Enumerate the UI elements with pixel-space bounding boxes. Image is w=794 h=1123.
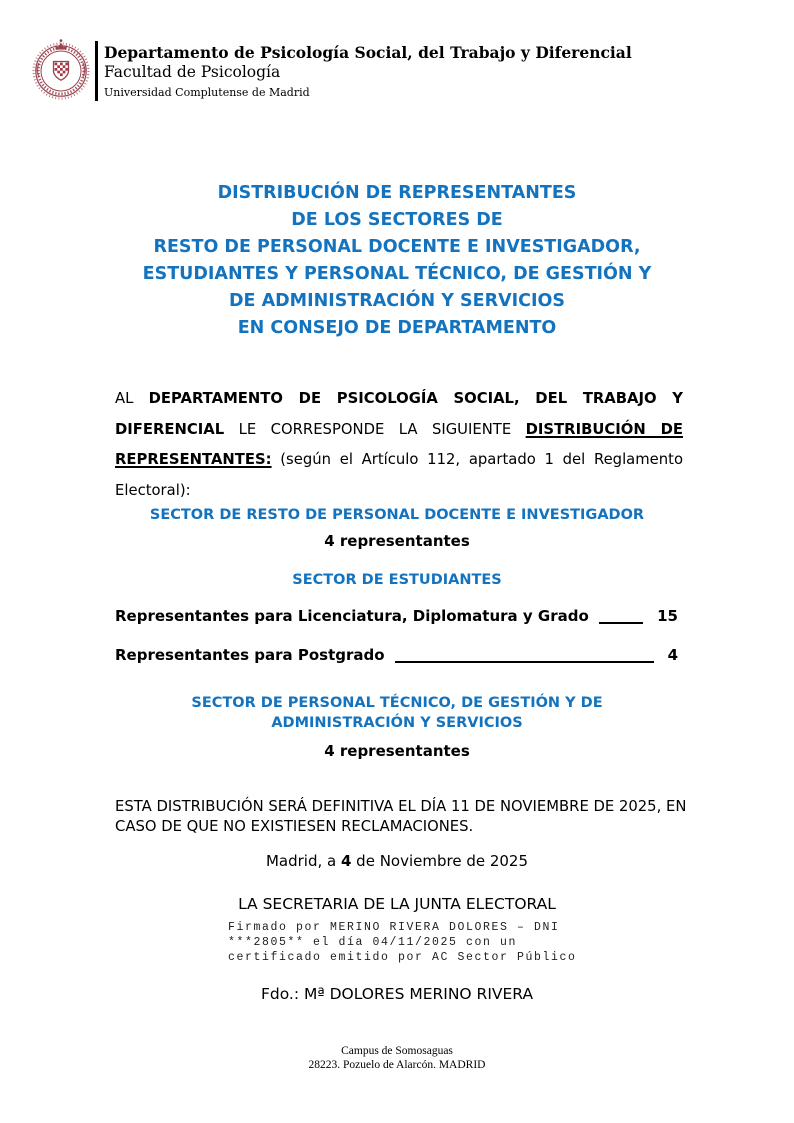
date-suffix: de Noviembre de 2025 [351, 852, 529, 870]
footer-address: 28223. Pozuelo de Alarcón. MADRID [308, 1059, 486, 1071]
digital-signature-stamp [228, 920, 577, 966]
row-value-postgrado: 4 [667, 646, 678, 664]
intro-middle-text: LE CORRESPONDE LA SIGUIENTE [224, 420, 526, 438]
intro-legal-reference: (según el Artículo 112, apartado 1 del Reglamento Electoral): [115, 451, 683, 499]
title-line-2: DE LOS SECTORES DE [291, 210, 503, 230]
title-line-1: DISTRIBUCIÓN DE REPRESENTANTES [217, 183, 577, 203]
stamp-line-2: ***2805** el día 04/11/2025 con un [228, 936, 518, 950]
final-note-line-1: ESTA DISTRIBUCIÓN SERÁ DEFINITIVA EL DÍA 11 DE NOVIEMBRE DE 2025, EN [115, 798, 687, 815]
date-prefix: Madrid, a [265, 852, 341, 870]
stamp-line-3: certificado emitido por AC Sector Público [228, 951, 577, 965]
fill-line [599, 622, 643, 624]
signed-by: Fdo.: Mª DOLORES MERINO RIVERA [260, 985, 534, 1003]
row-label-postgrado: Representantes para Postgrado [115, 646, 385, 664]
representatives-row-postgrado [115, 646, 678, 665]
fill-line [395, 661, 654, 663]
page-footer [0, 1044, 794, 1072]
sector-heading-students: SECTOR DE ESTUDIANTES [292, 572, 502, 588]
final-note-line-2: CASO DE QUE NO EXISTIESEN RECLAMACIONES. [115, 818, 474, 835]
representatives-row-grado [115, 607, 678, 626]
sector-heading-pas [0, 693, 794, 733]
title-line-5: DE ADMINISTRACIÓN Y SERVICIOS [229, 291, 565, 311]
row-value-grado: 15 [657, 607, 678, 625]
footer-campus: Campus de Somosaguas [341, 1045, 453, 1057]
place-and-date [0, 852, 794, 870]
letterhead-faculty: Facultad de Psicología [104, 63, 281, 81]
sector-heading-pdi: SECTOR DE RESTO DE PERSONAL DOCENTE E INVESTIGADOR [149, 507, 645, 523]
title-line-4: ESTUDIANTES Y PERSONAL TÉCNICO, DE GESTIÓN Y [142, 264, 652, 284]
ucm-seal-icon [29, 37, 93, 101]
title-line-6: EN CONSEJO DE DEPARTAMENTO [237, 318, 557, 338]
row-label-grado: Representantes para Licenciatura, Diplomatura y Grado [115, 607, 589, 625]
title-line-3: RESTO DE PERSONAL DOCENTE E INVESTIGADOR, [153, 237, 641, 257]
letterhead-divider [95, 41, 98, 101]
final-note [115, 797, 715, 837]
signer-role: LA SECRETARIA DE LA JUNTA ELECTORAL [238, 895, 556, 913]
intro-department-name: DEPARTAMENTO DE PSICOLOGÍA SOCIAL, DEL TRABAJO Y DIFERENCIAL [115, 390, 683, 438]
document-title [0, 180, 794, 342]
letterhead-department: Departamento de Psicología Social, del Trabajo y Diferencial [104, 43, 632, 62]
intro-paragraph [115, 384, 683, 506]
date-day: 4 [340, 852, 352, 870]
sector-heading-pas-line-2: ADMINISTRACIÓN Y SERVICIOS [271, 715, 523, 731]
letterhead [104, 43, 632, 99]
intro-distribution-emphasis: DISTRIBUCIÓN DE REPRESENTANTES: [115, 420, 683, 468]
sector-count-pdi: 4 representantes [324, 532, 470, 550]
intro-lead: AL [115, 390, 149, 407]
sector-heading-pas-line-1: SECTOR DE PERSONAL TÉCNICO, DE GESTIÓN Y DE [191, 695, 603, 711]
stamp-line-1: Firmado por MERINO RIVERA DOLORES – DNI [228, 921, 560, 934]
letterhead-university: Universidad Complutense de Madrid [104, 86, 310, 99]
sector-count-pas: 4 representantes [324, 742, 470, 760]
